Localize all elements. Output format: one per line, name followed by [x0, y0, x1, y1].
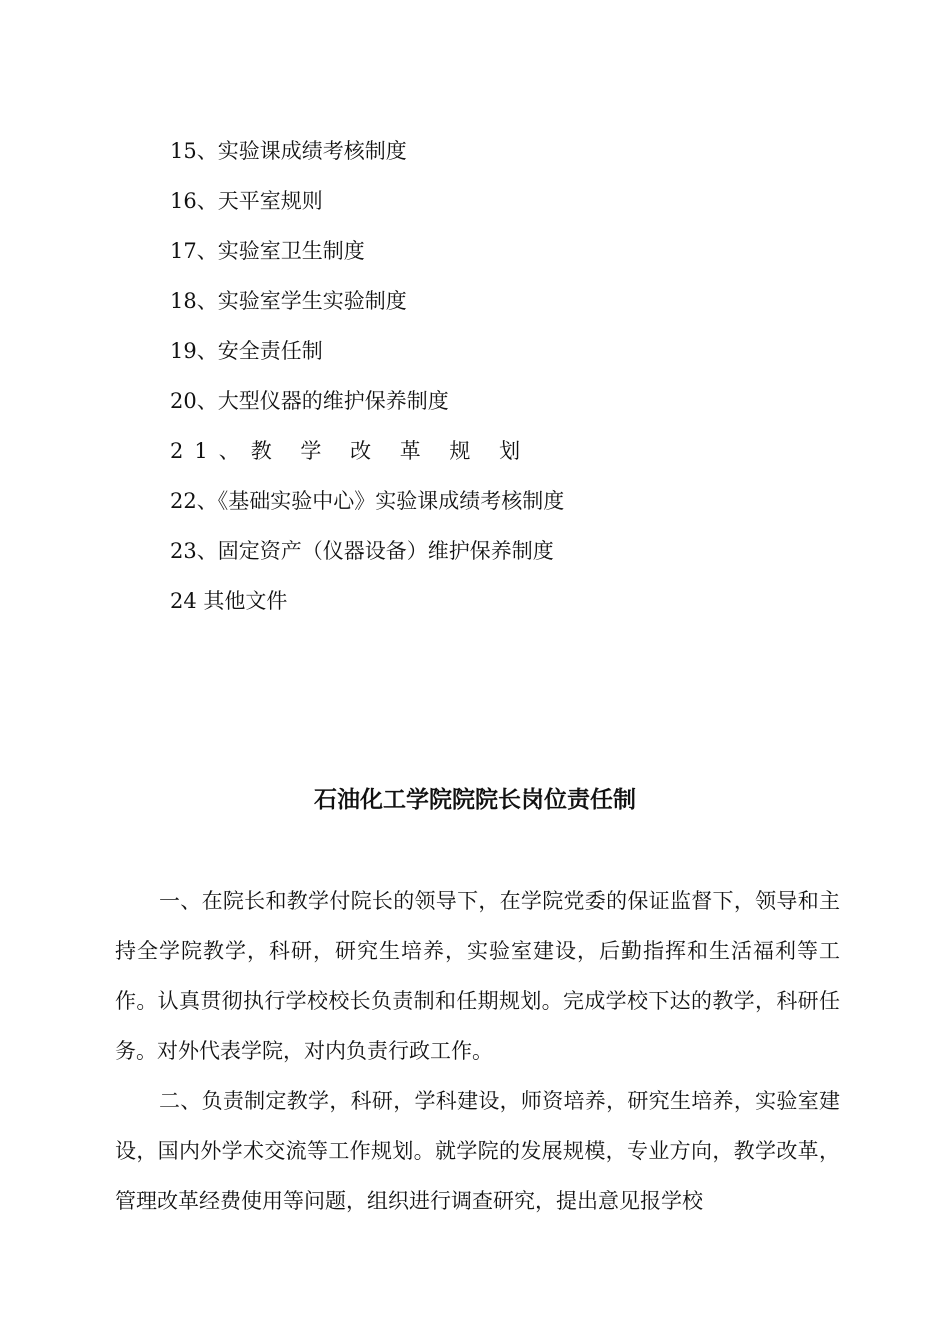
body-paragraph: 一、在院长和教学付院长的领导下，在学院党委的保证监督下，领导和主持全学院教学，科研，研究生培养，实验室建设，后勤指挥和生活福利等工作。认真贯彻执行学校校长负责制和任期规划。完成学校下达的教学，科研任务。对外代表学院，对内负责行政工作。	[115, 889, 840, 1063]
toc-item: 15、实验课成绩考核制度	[170, 139, 407, 163]
section-body	[115, 876, 840, 1226]
toc-item: 24 其他文件	[170, 589, 288, 613]
toc-item: 23、固定资产（仪器设备）维护保养制度	[170, 539, 554, 563]
toc-item: 20、大型仪器的维护保养制度	[170, 389, 449, 413]
toc-list	[170, 133, 564, 633]
toc-item: 22、《基础实验中心》实验课成绩考核制度	[170, 489, 565, 513]
toc-item: 21、教 学 改 革 规 划	[170, 439, 532, 463]
section-title: 石油化工学院院院长岗位责任制	[314, 787, 636, 813]
toc-item: 19、安全责任制	[170, 339, 323, 363]
toc-item: 18、实验室学生实验制度	[170, 289, 407, 313]
toc-item: 17、实验室卫生制度	[170, 239, 365, 263]
body-paragraph: 二、负责制定教学，科研，学科建设，师资培养，研究生培养，实验室建设，国内外学术交流等工作规划。就学院的发展规模，专业方向，教学改革，管理改革经费使用等问题，组织进行调查研究，提出意见报学校	[115, 1089, 840, 1213]
toc-item: 16、天平室规则	[170, 189, 323, 213]
